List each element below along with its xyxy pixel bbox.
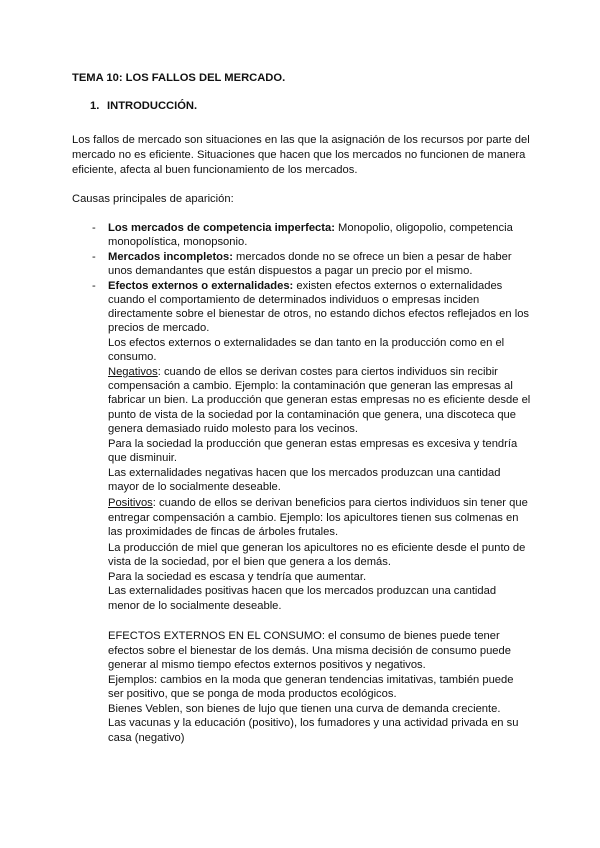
bullet-dash: - [92, 222, 96, 234]
consumo-line: generar al mismo tiempo efectos externos positivos y negativos. [108, 659, 426, 671]
bullet-text: monopolística, monopsonio. [108, 236, 248, 248]
paragraph-line: Para la sociedad la producción que generan estas empresas es excesiva y tendría [108, 438, 518, 450]
paragraph-line: compensación a cambio. Ejemplo: la contaminación que generan las empresas al [108, 380, 513, 392]
paragraph-line: punto de vista de la sociedad por la contaminación que genera, una discoteca que [108, 409, 517, 421]
bullet-text: directamente sobre el bienestar de otros, no estando dichos efectos reflejados en los [108, 308, 530, 320]
consumo-line: Las vacunas y la educación (positivo), los fumadores y una actividad privada en su [108, 717, 519, 729]
consumo-line: ser positivo, que se ponga de moda productos ecológicos. [108, 688, 397, 700]
bullet-text: precios de mercado. [108, 322, 210, 334]
paragraph-line: consumo. [108, 351, 157, 363]
paragraph-line: Las externalidades positivas hacen que los mercados produzcan una cantidad [108, 585, 497, 597]
paragraph-line: vista de la sociedad, por el bien que genera a los demás. [108, 556, 391, 568]
bullet-text: existen efectos externos o externalidades [293, 280, 503, 292]
paragraph-line: mayor de lo socialmente deseable. [108, 481, 281, 493]
paragraph-line: La producción de miel que generan los apicultores no es eficiente desde el punto de [108, 542, 526, 554]
bullet-dash: - [92, 251, 96, 263]
positivos-line [108, 496, 528, 510]
intro-line: mercado no es eficiente. Situaciones que hacen que los mercados no funcionen de manera [72, 149, 526, 161]
bullet-term: Efectos externos o externalidades: [108, 280, 294, 292]
consumo-line: casa (negativo) [108, 732, 185, 744]
paragraph-line: entregar compensación a cambio. Ejemplo: los apicultores tienen sus colmenas en [108, 512, 519, 524]
consumo-line: Bienes Veblen, son bienes de lujo que tienen una curva de demanda creciente. [108, 703, 501, 715]
paragraph-line: las proximidades de fincas de árboles frutales. [108, 526, 339, 538]
intro-line: eficiente, afecta al buen funcionamiento de los mercados. [72, 164, 358, 176]
paragraph-line: menor de lo socialmente deseable. [108, 600, 282, 612]
intro-line: Los fallos de mercado son situaciones en las que la asignación de los recursos por parte del [72, 134, 530, 146]
bullet-text: mercados donde no se ofrece un bien a pesar de haber [232, 251, 512, 263]
bullet-dash: - [92, 280, 96, 292]
negativos-line [108, 365, 498, 379]
bullet-text: unos demandantes que están dispuestos a pagar un precio por el mismo. [108, 265, 473, 277]
bullet-text: cuando el comportamiento de determinados individuos o empresas inciden [108, 294, 480, 306]
negativos-label: Negativos [108, 366, 158, 378]
positivos-label: Positivos [108, 497, 153, 509]
causes-heading: Causas principales de aparición: [72, 193, 234, 205]
bullet-text: Monopolio, oligopolio, competencia [334, 222, 513, 234]
bullet-item [108, 279, 502, 293]
consumo-line: Ejemplos: cambios en la moda que generan tendencias imitativas, también puede [108, 674, 514, 686]
section-number: 1. [90, 100, 100, 112]
paragraph-line: Los efectos externos o externalidades se dan tanto en la producción como en el [108, 337, 505, 349]
paragraph-line: fabricar un bien. La producción que generan estas empresas no es eficiente desde el [108, 394, 531, 406]
paragraph-line: genera demasiado ruido molesto para los vecinos. [108, 423, 358, 435]
paragraph-line: Para la sociedad es escasa y tendría que aumentar. [108, 571, 367, 583]
bullet-term: Los mercados de competencia imperfecta: [108, 222, 335, 234]
section-title: INTRODUCCIÓN. [107, 100, 198, 112]
paragraph-line: Las externalidades negativas hacen que los mercados produzcan una cantidad [108, 467, 501, 479]
consumo-line: efectos sobre el bienestar de los demás. Una misma decisión de consumo puede [108, 645, 511, 657]
negativos-text: : cuando de ellos se derivan costes para ciertos individuos sin recibir [157, 366, 498, 378]
bullet-item [108, 221, 513, 235]
paragraph-line: que disminuir. [108, 452, 178, 464]
bullet-item [108, 250, 512, 264]
bullet-term: Mercados incompletos: [108, 251, 233, 263]
consumo-line: EFECTOS EXTERNOS EN EL CONSUMO: el consumo de bienes puede tener [108, 630, 500, 642]
document-title: TEMA 10: LOS FALLOS DEL MERCADO. [72, 72, 286, 84]
positivos-text: : cuando de ellos se derivan beneficios para ciertos individuos sin tener que [152, 497, 528, 509]
